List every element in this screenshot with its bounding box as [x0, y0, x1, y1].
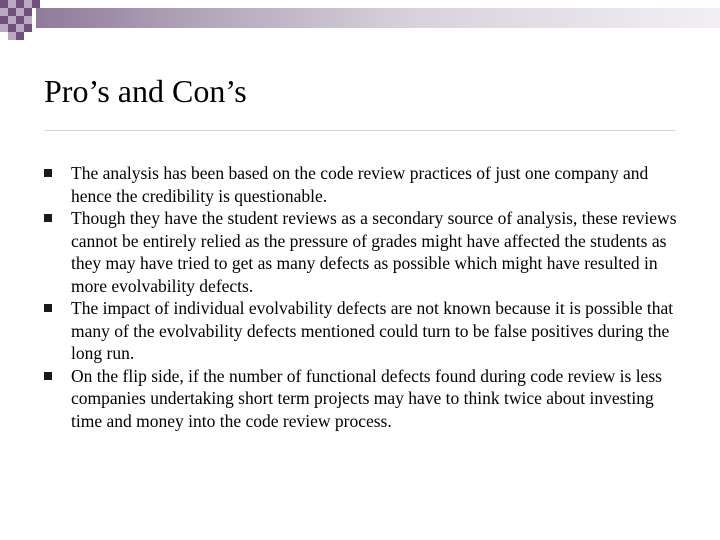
header-decoration — [0, 0, 720, 40]
bullet-text: The impact of individual evolvability defects are not known because it is possible that many of the evolvability defects mentioned could turn to be false positives during the long run. — [71, 298, 674, 363]
square-bullet-icon — [44, 372, 52, 380]
bullet-item — [44, 207, 684, 297]
bullet-item — [44, 365, 684, 433]
header-gradient-bar — [36, 8, 720, 28]
slide-title: Pro’s and Con’s — [44, 73, 247, 109]
bullet-list — [44, 162, 684, 432]
bullet-text: The analysis has been based on the code review practices of just one company and hence the credibility is questionable. — [71, 163, 649, 206]
square-bullet-icon — [44, 169, 52, 177]
bullet-text: Though they have the student reviews as a secondary source of analysis, these reviews cannot be entirely relied as the pressure of grades might have affected the students as they may have tried to get as many defects as possible which might have resulted in more evolvability defects. — [71, 208, 677, 296]
bullet-item — [44, 162, 684, 207]
square-bullet-icon — [44, 214, 52, 222]
bullet-item — [44, 297, 684, 365]
square-bullet-icon — [44, 304, 52, 312]
bullet-text: On the flip side, if the number of functional defects found during code review is less companies undertaking short term projects may have to think twice about investing time and money into the code review process. — [71, 365, 662, 431]
checkerboard-logo-icon — [0, 0, 44, 40]
title-divider — [44, 130, 676, 131]
